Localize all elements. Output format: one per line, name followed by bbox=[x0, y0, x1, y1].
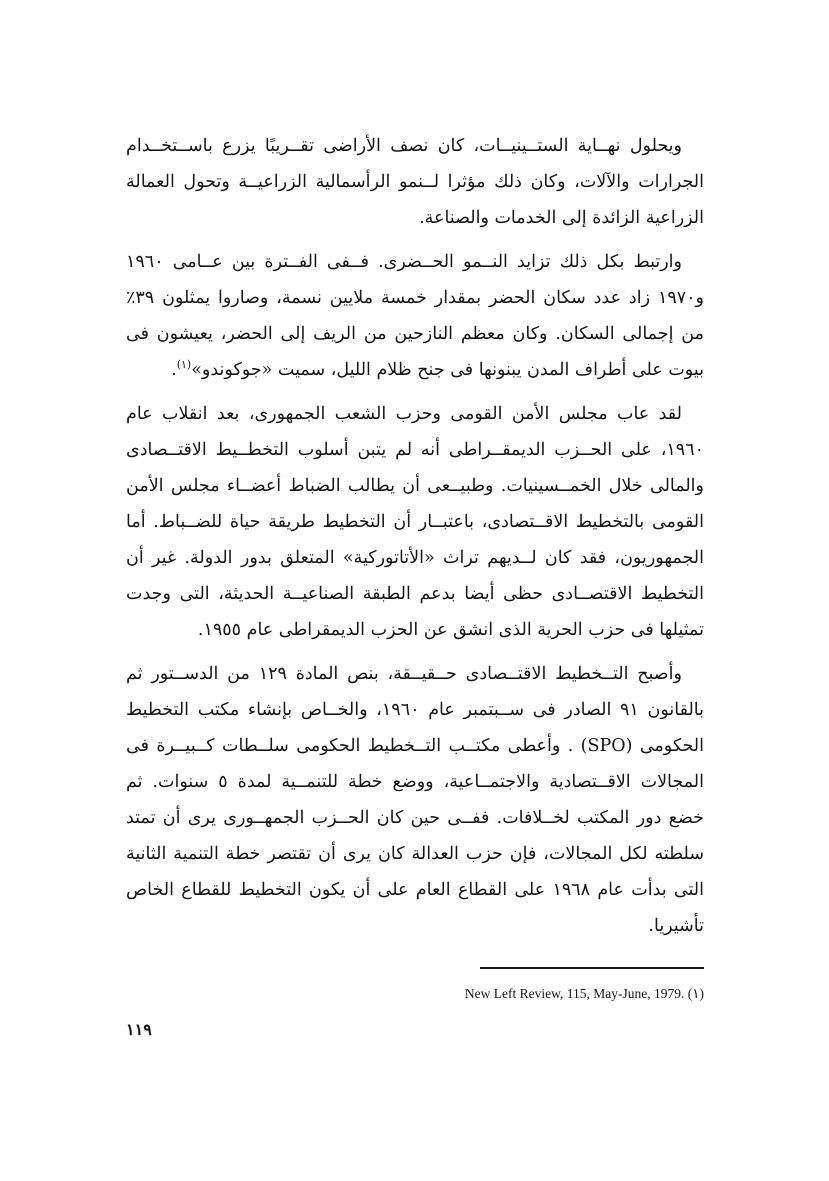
paragraph-urban-growth-text: وارتبط بكل ذلك تزايد النــمو الحــضرى. فــفى الفــترة بين عــامى ١٩٦٠ و١٩٧٠ زاد عدد سكان الحضر بمقدار خمسة ملايين نسمة، وصاروا يمثلون ٣٩٪ من إجمالى السكان. وكان معظم النازحين من الريف إلى الحضر، يعيشون فى بيوت على أطراف المدن يبنونها فى جنح ظلام الليل، سميت «جوكوندو» bbox=[126, 252, 704, 380]
footnote: New Left Review, 115, May-June, 1979. (١) bbox=[464, 986, 704, 1001]
paragraph-mechanization: ويحلول نهــاية الستــينيــات، كان نصف الأراضى تقــريبًا يزرع باســتخــدام الجرارات والآلات، وكان ذلك مؤثرا لــنمو الرأسمالية الزراعيــة وتحول العمالة الزراعية الزائدة إلى الخدمات والصناعة. bbox=[126, 136, 704, 228]
paragraph-planning-criticism: لقد عاب مجلس الأمن القومى وحزب الشعب الجمهورى، بعد انقلاب عام ١٩٦٠، على الحــزب الديمقــراطى أنه لم يتبن أسلوب التخطــيط الاقتــصادى والمالى خلال الخمــسينيات. وطبيــعى أن يطالب الضباط أعضــاء مجلس الأمن القومى بالتخطيط الاقــتصادى، باعتبــار أن التخطيط طريقة حياة للضــباط. أما الجمهوريون، فقد كان لــديهم تراث «الأتاتوركية» المتعلق بدور الدولة. غير أن التخطيط الاقتصــادى حظى أيضا بدعم الطبقة الصناعيــة الحديثة، التى وجدت تمثيلها فى حزب الحرية الذى انشق عن الحزب الديمقراطى عام ١٩٥٥. bbox=[126, 404, 704, 640]
paragraph-urban-growth bbox=[126, 244, 704, 388]
body-text bbox=[126, 128, 704, 952]
footnote-reference[interactable]: (١) bbox=[176, 358, 192, 372]
page-number: ١١٩ bbox=[126, 1020, 152, 1039]
footnote-divider bbox=[480, 967, 704, 969]
paragraph-end-mark: . bbox=[171, 360, 177, 380]
paragraph-planning-office: وأصبح التــخطيط الاقتــصادى حــقيــقة، بنص المادة ١٢٩ من الدســتور ثم بالقانون ٩١ الصادر فى ســبتمبر عام ١٩٦٠، والخــاص بإنشاء مكتب التخطيط الحكومى (SPO) . وأعطى مكتــب التــخطيط الحكومى سلــطات كــبيــرة فى المجالات الاقــتصادية والاجتمــاعية، ووضع خطة للتنمــية لمدة ٥ سنوات. ثم خضع دور المكتب لخــلافات. ففــى حين كان الحــزب الجمهــورى يرى أن تمتد سلطته لكل المجالات، فإن حزب العدالة كان يرى أن تقتصر خطة التنمية الثانية التى بدأت عام ١٩٦٨ على القطاع العام على أن يكون التخطيط للقطاع الخاص تأشيريا. bbox=[126, 664, 705, 936]
